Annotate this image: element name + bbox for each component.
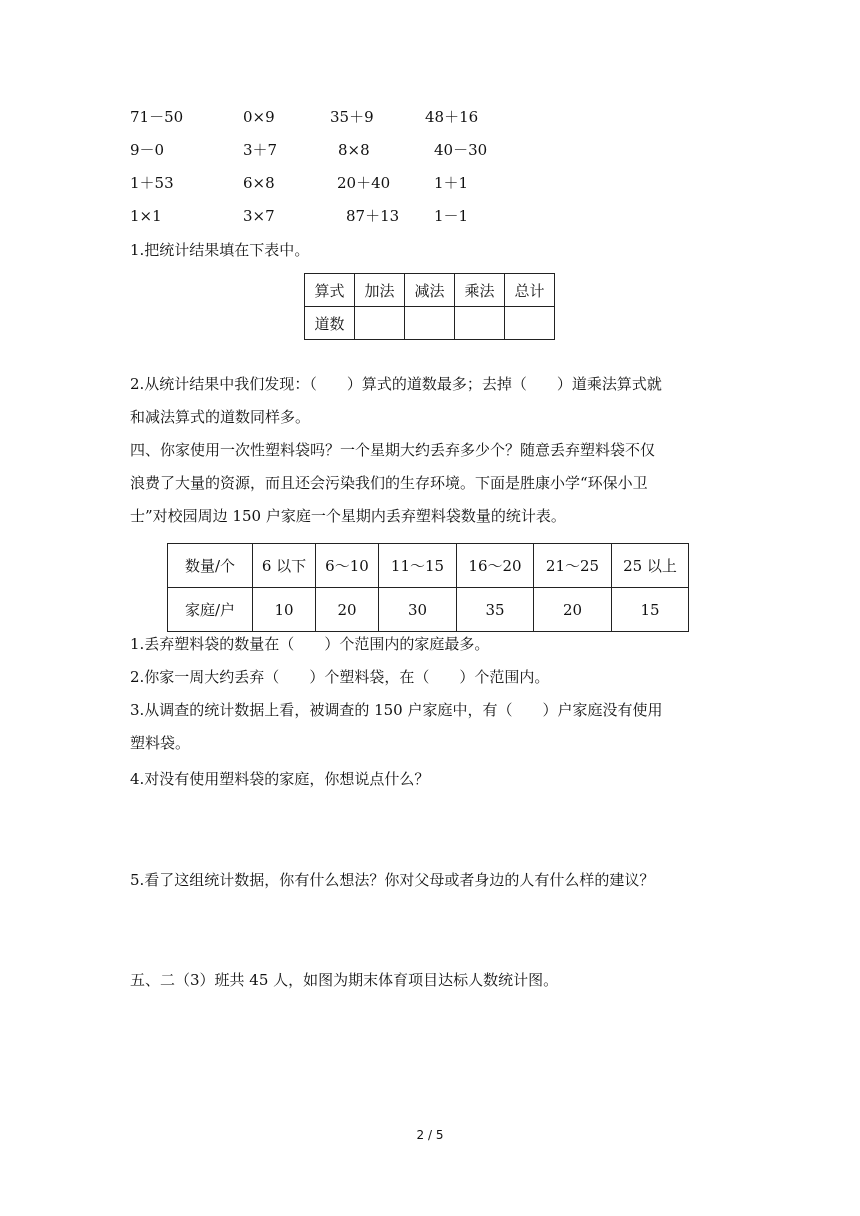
expression: 0×9 bbox=[243, 108, 275, 126]
table-cell: 算式 bbox=[305, 274, 355, 307]
expression: 48＋16 bbox=[425, 108, 479, 126]
plastic-bag-table bbox=[167, 543, 689, 632]
table-cell: 20 bbox=[534, 588, 612, 632]
section-4-intro-line-2: 浪费了大量的资源，而且还会污染我们的生存环境。下面是胜康小学“环保小卫 bbox=[130, 474, 648, 492]
section-4-question-2: 2.你家一周大约丢弃（ ）个塑料袋，在（ ）个范围内。 bbox=[130, 668, 550, 686]
section-4-question-5: 5.看了这组统计数据，你有什么想法？你对父母或者身边的人有什么样的建议？ bbox=[130, 871, 655, 889]
expression: 20＋40 bbox=[337, 174, 391, 192]
table-row bbox=[305, 307, 555, 340]
expression: 71－50 bbox=[130, 108, 184, 126]
table-cell: 16～20 bbox=[457, 544, 534, 588]
table-cell: 乘法 bbox=[455, 274, 505, 307]
expression: 1－1 bbox=[434, 207, 469, 225]
table-cell: 6～10 bbox=[316, 544, 379, 588]
section-5-heading: 五、二（3）班共 45 人，如图为期末体育项目达标人数统计图。 bbox=[130, 971, 559, 989]
table-row bbox=[168, 588, 689, 632]
table-cell: 数量/个 bbox=[168, 544, 253, 588]
expression: 35＋9 bbox=[330, 108, 374, 126]
answer-cell[interactable] bbox=[505, 307, 555, 340]
expression: 8×8 bbox=[338, 141, 370, 159]
question-2-line-1: 2.从统计结果中我们发现：（ ）算式的道数最多；去掉（ ）道乘法算式就 bbox=[130, 375, 662, 393]
table-cell: 减法 bbox=[405, 274, 455, 307]
expression: 1＋53 bbox=[130, 174, 174, 192]
answer-cell[interactable] bbox=[355, 307, 405, 340]
table-cell: 加法 bbox=[355, 274, 405, 307]
expression: 3×7 bbox=[243, 207, 275, 225]
table-cell: 10 bbox=[253, 588, 316, 632]
section-4-question-4: 4.对没有使用塑料袋的家庭，你想说点什么？ bbox=[130, 770, 430, 788]
table-row bbox=[168, 544, 689, 588]
section-4-question-3-line-1: 3.从调查的统计数据上看，被调查的 150 户家庭中，有（ ）户家庭没有使用 bbox=[130, 701, 663, 719]
table-cell: 25 以上 bbox=[612, 544, 689, 588]
answer-cell[interactable] bbox=[405, 307, 455, 340]
expression: 40－30 bbox=[434, 141, 488, 159]
table-cell: 11～15 bbox=[379, 544, 457, 588]
section-4-intro-line-3: 士”对校园周边 150 户家庭一个星期内丢弃塑料袋数量的统计表。 bbox=[130, 507, 566, 525]
table-cell: 21～25 bbox=[534, 544, 612, 588]
table-cell: 总计 bbox=[505, 274, 555, 307]
section-4-question-3-line-2: 塑料袋。 bbox=[130, 734, 191, 752]
table-cell: 20 bbox=[316, 588, 379, 632]
section-4-question-1: 1.丢弃塑料袋的数量在（ ）个范围内的家庭最多。 bbox=[130, 635, 490, 653]
expression: 1×1 bbox=[130, 207, 162, 225]
answer-cell[interactable] bbox=[455, 307, 505, 340]
expression: 87＋13 bbox=[346, 207, 400, 225]
page-number: 2 / 5 bbox=[416, 1128, 444, 1142]
table-cell: 家庭/户 bbox=[168, 588, 253, 632]
table-row bbox=[305, 274, 555, 307]
question-1: 1.把统计结果填在下表中。 bbox=[130, 241, 310, 259]
table-cell: 15 bbox=[612, 588, 689, 632]
table-cell: 道数 bbox=[305, 307, 355, 340]
question-2-line-2: 和减法算式的道数同样多。 bbox=[130, 408, 311, 426]
expression: 1＋1 bbox=[434, 174, 469, 192]
expression: 9－0 bbox=[130, 141, 165, 159]
table-cell: 35 bbox=[457, 588, 534, 632]
table-cell: 6 以下 bbox=[253, 544, 316, 588]
expression: 6×8 bbox=[243, 174, 275, 192]
table-cell: 30 bbox=[379, 588, 457, 632]
expression: 3＋7 bbox=[243, 141, 278, 159]
count-table bbox=[304, 273, 555, 340]
section-4-intro-line-1: 四、你家使用一次性塑料袋吗？一个星期大约丢弃多少个？随意丢弃塑料袋不仅 bbox=[130, 441, 656, 459]
